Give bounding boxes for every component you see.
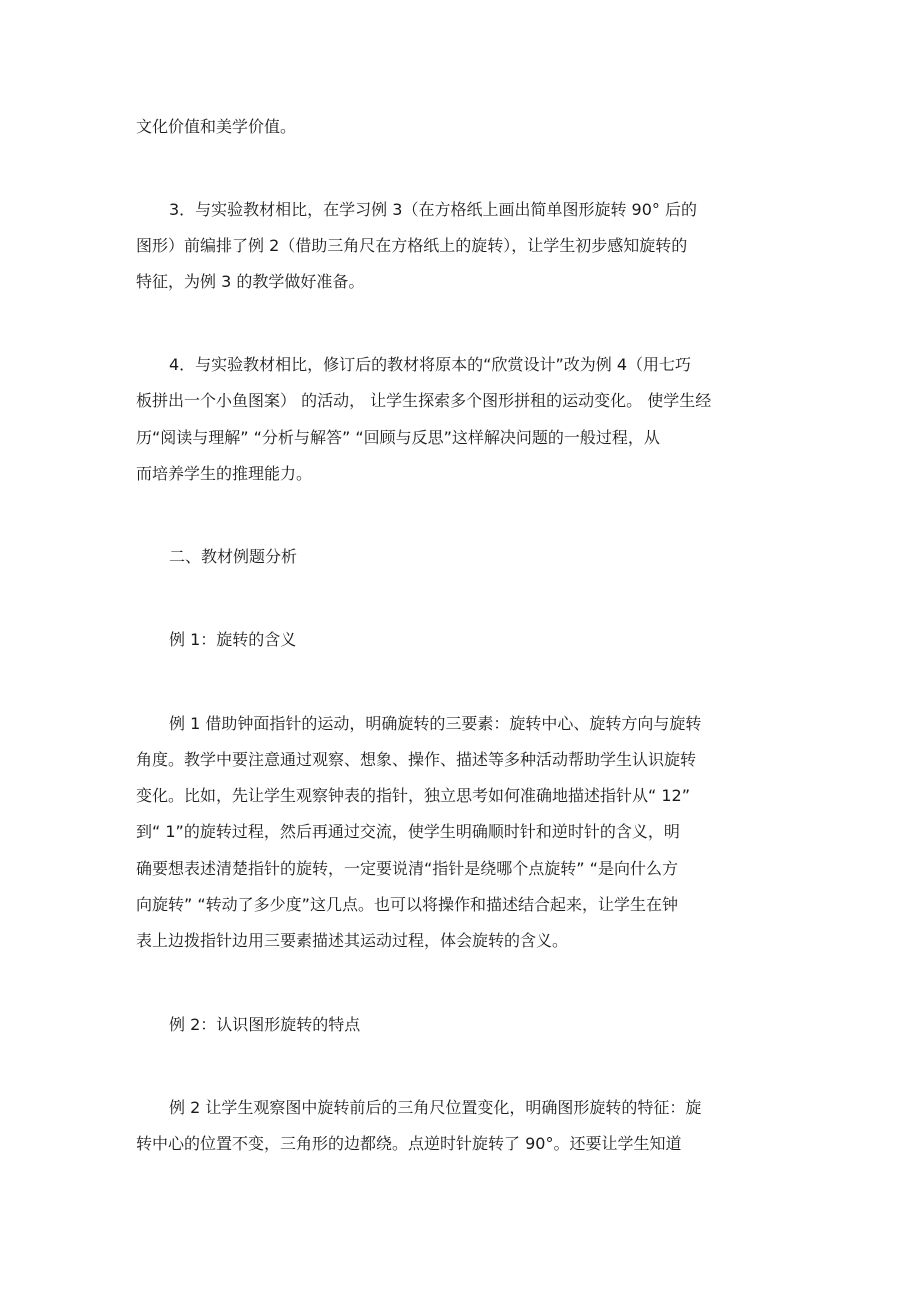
section-heading: 二、教材例题分析	[169, 547, 298, 566]
paragraph-line: 角度。教学中要注意通过观察、想象、操作、描述等多种活动帮助学生认识旋转	[136, 750, 697, 769]
example-heading: 例 1：旋转的含义	[169, 630, 297, 649]
paragraph-line: 3．与实验教材相比，在学习例 3（在方格纸上画出简单图形旋转 90° 后的	[169, 200, 697, 219]
paragraph-line: 到“ 1”的旋转过程，然后再通过交流，使学生明确顺时针和逆时针的含义，明	[136, 822, 680, 841]
paragraph-line: 例 2 让学生观察图中旋转前后的三角尺位置变化，明确图形旋转的特征：旋	[169, 1098, 702, 1117]
paragraph-line: 板拼出一个小鱼图案） 的活动， 让学生探索多个图形拼租的运动变化。 使学生经	[136, 391, 712, 410]
paragraph-line: 4．与实验教材相比，修订后的教材将原本的“欣赏设计”改为例 4（用七巧	[169, 355, 692, 374]
paragraph-line: 变化。比如，先让学生观察钟表的指针，独立思考如何准确地描述指针从“ 12”	[136, 786, 691, 805]
paragraph-line: 而培养学生的推理能力。	[136, 464, 313, 483]
paragraph-line: 特征，为例 3 的教学做好准备。	[136, 272, 365, 291]
paragraph-line: 历“阅读与理解” “分析与解答” “回顾与反思”这样解决问题的一般过程，从	[136, 428, 660, 447]
example-heading: 例 2：认识图形旋转的特点	[169, 1015, 361, 1034]
paragraph-line: 例 1 借助钟面指针的运动，明确旋转的三要素：旋转中心、旋转方向与旋转	[169, 714, 702, 733]
paragraph-line: 文化价值和美学价值。	[136, 117, 297, 136]
paragraph-line: 转中心的位置不变，三角形的边都绕。点逆时针旋转了 90°。还要让学生知道	[136, 1134, 682, 1153]
paragraph-line: 向旋转” “转动了多少度”这几点。也可以将操作和描述结合起来，让学生在钟	[136, 895, 678, 914]
paragraph-line: 确要想表述清楚指针的旋转，一定要说清“指针是绕哪个点旋转” “是向什么方	[136, 859, 678, 878]
paragraph-line: 图形）前编排了例 2（借助三角尺在方格纸上的旋转），让学生初步感知旋转的	[136, 236, 688, 255]
paragraph-line: 表上边拨指针边用三要素描述其运动过程，体会旋转的含义。	[136, 931, 569, 950]
